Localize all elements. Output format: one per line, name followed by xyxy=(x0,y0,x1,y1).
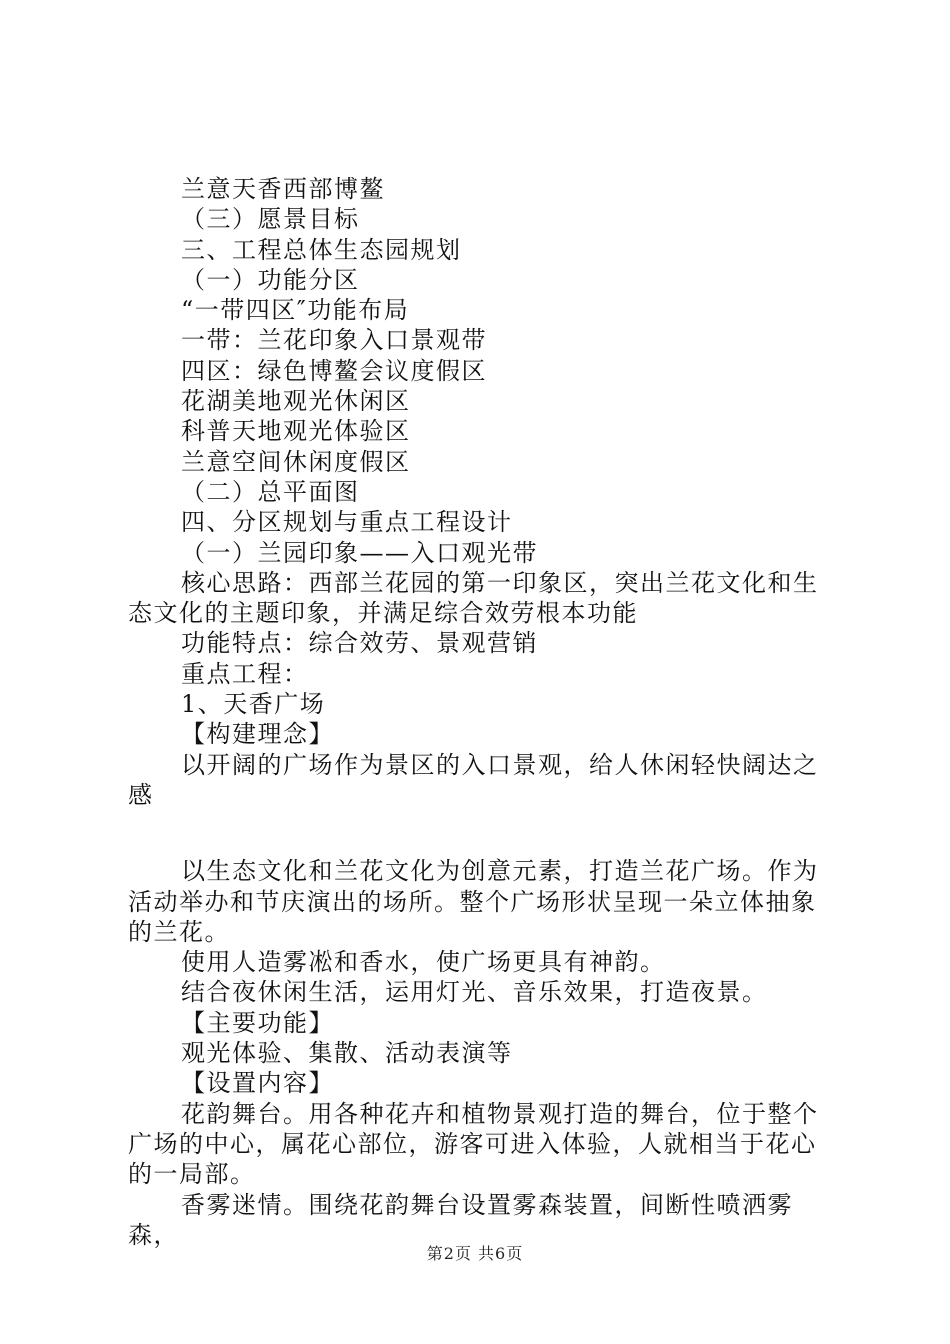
paragraph: 科普天地观光体验区 xyxy=(181,417,411,446)
paragraph: 重点工程： xyxy=(181,659,309,688)
document-body xyxy=(128,174,840,1250)
section-heading: 【构建理念】 xyxy=(181,720,334,749)
paragraph: 一带：兰花印象入口景观带 xyxy=(181,326,487,355)
paragraph: 香雾迷情。围绕花韵舞台设置雾森装置，间断性喷洒雾森， xyxy=(128,1190,793,1249)
paragraph: 以生态文化和兰花文化为创意元素，打造兰花广场。作为活动举办和节庆演出的场所。整个广场形状呈现一朵立体抽象的兰花。 xyxy=(128,857,819,946)
paragraph: 1、天香广场 xyxy=(181,690,326,719)
paragraph: 功能特点：综合效劳、景观营销 xyxy=(181,629,538,658)
page-footer xyxy=(0,1244,950,1264)
paragraph: （一）功能分区 xyxy=(181,265,360,294)
paragraph: 观光体验、集散、活动表演等 xyxy=(181,1039,513,1068)
paragraph: 核心思路：西部兰花园的第一印象区，突出兰花文化和生态文化的主题印象，并满足综合效劳根本功能 xyxy=(128,568,819,628)
page-number: 第2页 共6页 xyxy=(426,1244,524,1263)
paragraph: （二）总平面图 xyxy=(181,477,360,506)
paragraph: 三、工程总体生态园规划 xyxy=(181,235,462,264)
paragraph: 使用人造雾凇和香水，使广场更具有神韵。 xyxy=(181,948,666,977)
paragraph: 四区：绿色博鳌会议度假区 xyxy=(181,356,487,385)
paragraph: （一）兰园印象——入口观光带 xyxy=(181,538,538,567)
paragraph: 花韵舞台。用各种花卉和植物景观打造的舞台，位于整个广场的中心，属花心部位，游客可进入体验，人就相当于花心的一局部。 xyxy=(128,1099,819,1189)
section-heading: 【设置内容】 xyxy=(181,1069,334,1098)
paragraph: 花湖美地观光休闲区 xyxy=(181,387,411,416)
paragraph: 四、分区规划与重点工程设计 xyxy=(181,508,513,537)
paragraph: 兰意空间休闲度假区 xyxy=(181,447,411,476)
paragraph: 以开阔的广场作为景区的入口景观，给人休闲轻快阔达之感 xyxy=(128,750,819,809)
paragraph: 结合夜休闲生活，运用灯光、音乐效果，打造夜景。 xyxy=(181,978,768,1007)
paragraph-gap xyxy=(128,810,840,856)
paragraph: “一带四区″功能布局 xyxy=(181,296,410,325)
paragraph: （三）愿景目标 xyxy=(181,205,360,234)
paragraph: 兰意天香西部博鳌 xyxy=(181,175,385,203)
section-heading: 【主要功能】 xyxy=(181,1008,334,1037)
